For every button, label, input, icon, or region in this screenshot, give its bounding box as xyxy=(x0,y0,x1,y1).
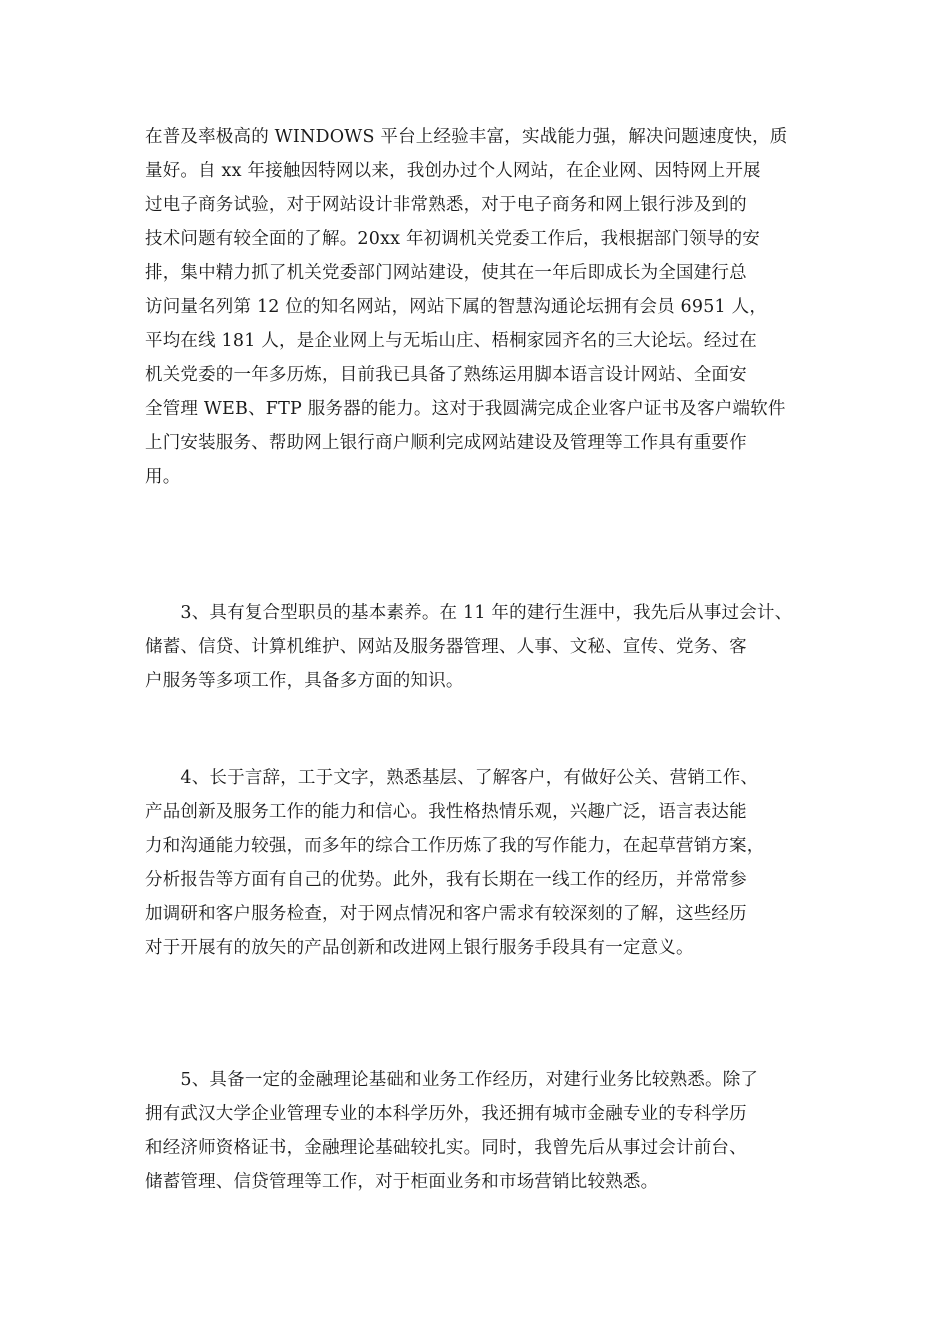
text-line: 在普及率极高的 WINDOWS 平台上经验丰富，实战能力强，解决问题速度快，质 xyxy=(145,127,788,147)
paragraph-web-experience xyxy=(145,120,825,494)
text-line: 全管理 WEB、FTP 服务器的能力。这对于我圆满完成企业客户证书及客户端软件 xyxy=(145,399,786,419)
text-line: 用。 xyxy=(145,467,181,487)
text-line: 量好。自 xx 年接触因特网以来，我创办过个人网站，在企业网、因特网上开展 xyxy=(145,161,761,181)
text-line: 储蓄、信贷、计算机维护、网站及服务器管理、人事、文秘、宣传、党务、客 xyxy=(145,637,747,657)
text-line: 5、具备一定的金融理论基础和业务工作经历，对建行业务比较熟悉。除了 xyxy=(145,1070,759,1090)
paragraph-point-4 xyxy=(145,761,825,965)
text-line: 过电子商务试验，对于网站设计非常熟悉，对于电子商务和网上银行涉及到的 xyxy=(145,195,747,215)
paragraph-point-5 xyxy=(145,1063,825,1199)
text-line: 加调研和客户服务检查，对于网点情况和客户需求有较深刻的了解，这些经历 xyxy=(145,904,747,924)
text-line: 4、长于言辞，工于文字，熟悉基层、了解客户，有做好公关、营销工作、 xyxy=(145,768,759,788)
text-line: 平均在线 181 人，是企业网上与无垢山庄、梧桐家园齐名的三大论坛。经过在 xyxy=(145,331,757,351)
text-line: 储蓄管理、信贷管理等工作，对于柜面业务和市场营销比较熟悉。 xyxy=(145,1172,659,1192)
text-line: 力和沟通能力较强，而多年的综合工作历炼了我的写作能力，在起草营销方案， xyxy=(145,836,765,856)
text-line: 分析报告等方面有自己的优势。此外，我有长期在一线工作的经历，并常常参 xyxy=(145,870,747,890)
text-line: 和经济师资格证书，金融理论基础较扎实。同时，我曾先后从事过会计前台、 xyxy=(145,1138,747,1158)
text-line: 对于开展有的放矢的产品创新和改进网上银行服务手段具有一定意义。 xyxy=(145,938,694,958)
text-line: 户服务等多项工作，具备多方面的知识。 xyxy=(145,671,464,691)
text-line: 技术问题有较全面的了解。20xx 年初调机关党委工作后，我根据部门领导的安 xyxy=(145,229,760,249)
text-line: 机关党委的一年多历炼，目前我已具备了熟练运用脚本语言设计网站、全面安 xyxy=(145,365,747,385)
text-line: 拥有武汉大学企业管理专业的本科学历外，我还拥有城市金融专业的专科学历 xyxy=(145,1104,747,1124)
text-line: 3、具有复合型职员的基本素养。在 11 年的建行生涯中，我先后从事过会计、 xyxy=(145,603,793,623)
text-line: 访问量名列第 12 位的知名网站，网站下属的智慧沟通论坛拥有会员 6951 人， xyxy=(145,297,768,317)
paragraph-point-3 xyxy=(145,596,825,698)
text-line: 上门安装服务、帮助网上银行商户顺利完成网站建设及管理等工作具有重要作 xyxy=(145,433,747,453)
text-line: 排，集中精力抓了机关党委部门网站建设，使其在一年后即成长为全国建行总 xyxy=(145,263,747,283)
text-line: 产品创新及服务工作的能力和信心。我性格热情乐观，兴趣广泛，语言表达能 xyxy=(145,802,747,822)
